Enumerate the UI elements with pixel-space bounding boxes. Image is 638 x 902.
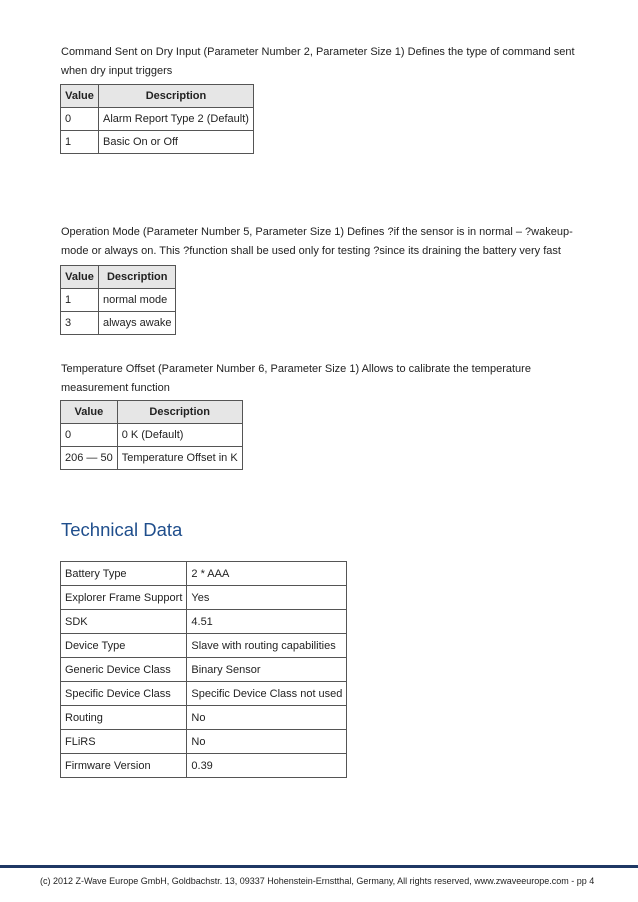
column-header-value: Value: [61, 85, 99, 108]
table-cell-description: Basic On or Off: [99, 131, 254, 154]
table-cell-description: 0 K (Default): [117, 424, 242, 447]
table-cell-description: Alarm Report Type 2 (Default): [99, 108, 254, 131]
param5-description: Operation Mode (Parameter Number 5, Parameter Size 1) Defines ?if the sensor is in normal – ?wakeup-mode or always on. This ?function shall be used only for testing ?since its draining the battery very fast: [61, 226, 573, 257]
table-cell-property: Generic Device Class: [61, 658, 187, 682]
param6-description: Temperature Offset (Parameter Number 6, Parameter Size 1) Allows to calibrate the temperature measurement function: [61, 363, 531, 394]
param2-description: Command Sent on Dry Input (Parameter Number 2, Parameter Size 1) Defines the type of command sent when dry input triggers: [61, 46, 575, 77]
table-cell-property: Explorer Frame Support: [61, 586, 187, 610]
table-cell-value: Yes: [187, 586, 347, 610]
table-row: [61, 754, 347, 778]
column-header-value: Value: [61, 401, 118, 424]
table-row: [61, 634, 347, 658]
table-cell-value: No: [187, 706, 347, 730]
table-row: [61, 424, 243, 447]
param2-table: [60, 84, 254, 154]
technical-data-table: [60, 561, 347, 778]
table-cell-property: FLiRS: [61, 730, 187, 754]
column-header-value: Value: [61, 266, 99, 289]
table-cell-value: 0: [61, 424, 118, 447]
table-cell-value: 1: [61, 131, 99, 154]
column-header-description: Description: [117, 401, 242, 424]
table-cell-value: 206 — 50: [61, 447, 118, 470]
footer-rule: [0, 865, 638, 868]
table-row: [61, 586, 347, 610]
table-cell-value: Specific Device Class not used: [187, 682, 347, 706]
table-row: [61, 312, 176, 335]
section-heading-technical-data: Technical Data: [61, 519, 183, 540]
table-row: [61, 447, 243, 470]
table-cell-property: Firmware Version: [61, 754, 187, 778]
table-cell-description: always awake: [99, 312, 176, 335]
column-header-description: Description: [99, 85, 254, 108]
table-cell-property: Specific Device Class: [61, 682, 187, 706]
table-row: [61, 658, 347, 682]
table-cell-description: Temperature Offset in K: [117, 447, 242, 470]
table-row: [61, 682, 347, 706]
table-cell-value: 3: [61, 312, 99, 335]
table-row: [61, 562, 347, 586]
table-row: [61, 108, 254, 131]
table-header-row: [61, 401, 243, 424]
table-cell-value: 1: [61, 289, 99, 312]
footer-text: (c) 2012 Z-Wave Europe GmbH, Goldbachstr. 13, 09337 Hohenstein-Ernstthal, Germany, All rights reserved, www.zwaveeurope.com - pp 4: [40, 876, 595, 886]
table-cell-value: Binary Sensor: [187, 658, 347, 682]
table-row: [61, 706, 347, 730]
table-row: [61, 289, 176, 312]
table-cell-value: 4.51: [187, 610, 347, 634]
table-header-row: [61, 85, 254, 108]
table-cell-value: 2 * AAA: [187, 562, 347, 586]
table-row: [61, 730, 347, 754]
table-row: [61, 610, 347, 634]
table-cell-value: 0.39: [187, 754, 347, 778]
table-cell-value: No: [187, 730, 347, 754]
table-cell-value: Slave with routing capabilities: [187, 634, 347, 658]
column-header-description: Description: [99, 266, 176, 289]
table-cell-property: Device Type: [61, 634, 187, 658]
table-cell-property: Routing: [61, 706, 187, 730]
table-header-row: [61, 266, 176, 289]
table-cell-value: 0: [61, 108, 99, 131]
table-cell-description: normal mode: [99, 289, 176, 312]
table-row: [61, 131, 254, 154]
param5-table: [60, 265, 176, 335]
table-cell-property: Battery Type: [61, 562, 187, 586]
param6-table: [60, 400, 243, 470]
table-cell-property: SDK: [61, 610, 187, 634]
